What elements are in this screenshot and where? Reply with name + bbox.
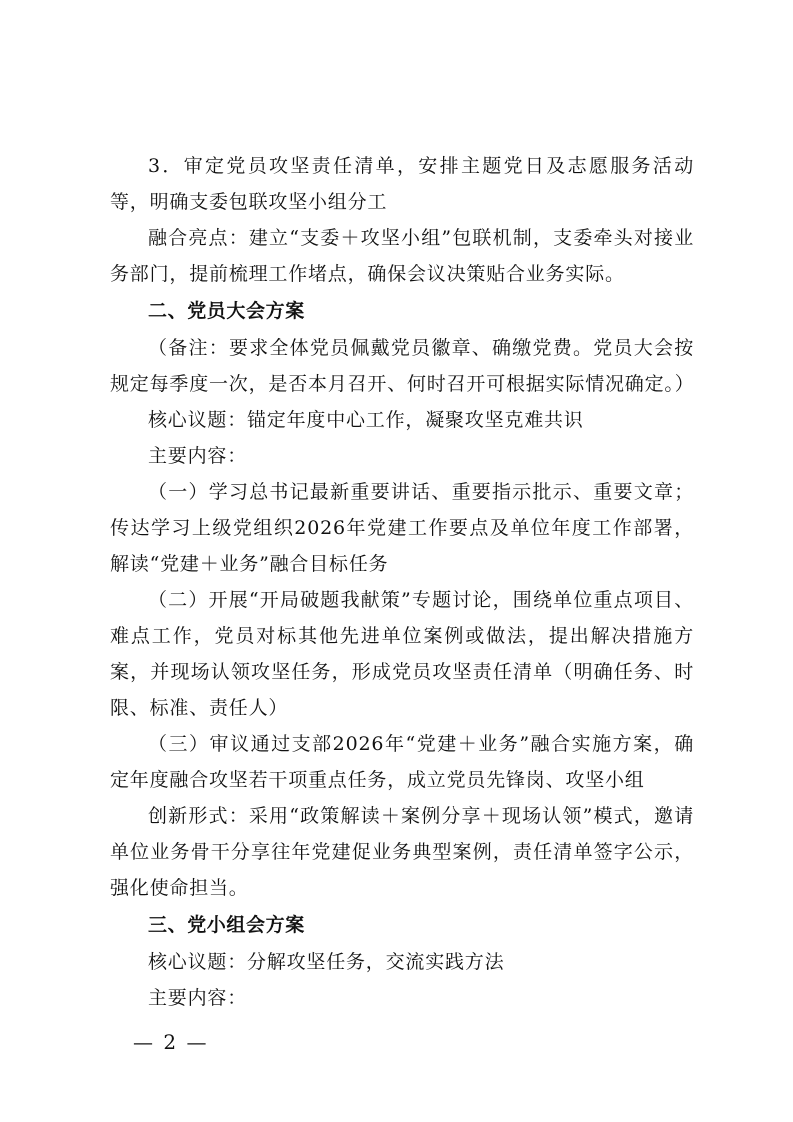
paragraph-main-content-label: 主要内容：	[148, 445, 248, 467]
document-body	[110, 148, 694, 1016]
paragraph-core-topic: 核心议题：锚定年度中心工作，凝聚攻坚克难共识	[148, 409, 584, 431]
paragraph-item-three: （三）审议通过支部2026年“党建＋业务”融合实施方案，确定年度融合攻坚若干项重点任务，成立党员先锋岗、攻坚小组	[110, 733, 694, 791]
paragraph-remark: （备注：要求全体党员佩戴党员徽章、确缴党费。党员大会按规定每季度一次，是否本月召开、何时召开可根据实际情况确定。）	[110, 337, 695, 395]
paragraph-fusion-highlight: 融合亮点：建立“支委＋攻坚小组”包联机制，支委牵头对接业务部门，提前梳理工作堵点，确保会议决策贴合业务实际。	[110, 227, 694, 285]
paragraph-innovation-form: 创新形式：采用“政策解读＋案例分享＋现场认领”模式，邀请单位业务骨干分享往年党建促业务典型案例，责任清单签字公示，强化使命担当。	[110, 805, 694, 899]
page-number: — 2 —	[133, 1030, 209, 1054]
paragraph-group-core-topic: 核心议题：分解攻坚任务，交流实践方法	[148, 951, 505, 973]
paragraph-group-main-content-label: 主要内容：	[148, 987, 248, 1009]
paragraph-item-one: （一）学习总书记最新重要讲话、重要指示批示、重要文章；传达学习上级党组织2026年党建工作要点及单位年度工作部署，解读“党建＋业务”融合目标任务	[110, 481, 694, 575]
section-heading-group-meeting: 三、党小组会方案	[148, 914, 305, 936]
paragraph-item-3: 3．审定党员攻坚责任清单，安排主题党日及志愿服务活动等，明确支委包联攻坚小组分工	[110, 155, 694, 213]
paragraph-item-two: （二）开展“开局破题我献策”专题讨论，围绕单位重点项目、难点工作，党员对标其他先进单位案例或做法，提出解决措施方案，并现场认领攻坚任务，形成党员攻坚责任清单（明确任务、时限、标准、责任人）	[110, 589, 694, 719]
section-heading-party-meeting: 二、党员大会方案	[148, 300, 305, 322]
